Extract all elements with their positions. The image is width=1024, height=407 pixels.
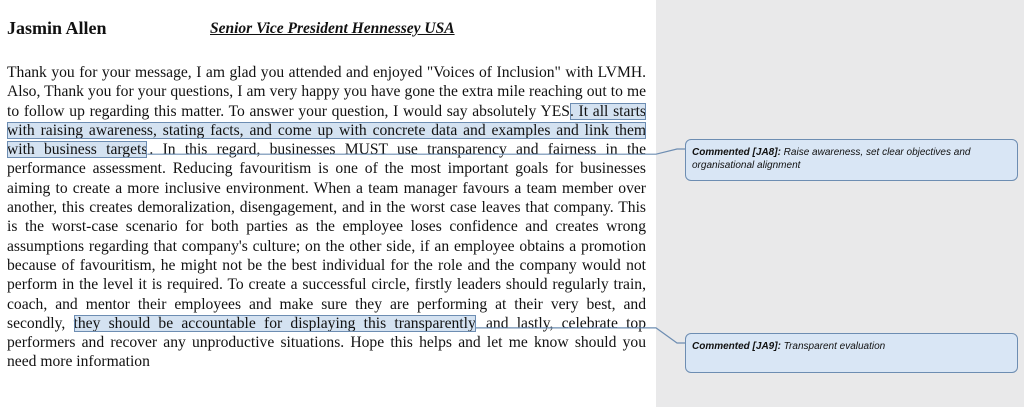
comment-reference: Commented [JA8]: — [692, 147, 781, 158]
comment-text: Raise awareness, set clear objectives and organisational alignment — [692, 147, 971, 171]
body-paragraph — [7, 63, 646, 372]
comment-reference: Commented [JA9]: — [692, 341, 781, 352]
comment-balloon-ja8[interactable] — [685, 139, 1018, 181]
author-role: Senior Vice President Hennessey USA — [210, 20, 455, 37]
body-text-segment: Thank you for your message, I am glad you attended and enjoyed "Voices of Inclusion" with LVMH. Also, Thank you for your questions, I am very happy you have gone the extra mile reaching out to me to follow up regarding this matter. To answer your question, I would say absolutely YES — [7, 64, 646, 120]
comment-balloon-ja9[interactable] — [685, 333, 1018, 373]
author-name: Jasmin Allen — [7, 18, 107, 38]
comment-highlight-ja8[interactable]: . It all starts with raising awareness, stating facts, and come up with concrete data and examples and link them with business targets — [7, 102, 646, 159]
comment-text: Transparent evaluation — [780, 341, 886, 352]
body-text-segment: and lastly, celebrate top performers and recover any unproductive situations. Hope this helps and let me know should you need more information — [7, 314, 647, 371]
comment-highlight-ja9[interactable]: they should be accountable for displaying this transparently — [73, 314, 476, 332]
body-text-segment: . In this regard, businesses MUST use transparency and fairness in the performance assessment. Reducing favouritism is one of the most important goals for businesses aiming to create a more inclusive environment. When a team manager favours a team member over another, this creates demoralization, disengagement, and in the worst case leaves that company. This is the worst-case scenario for both parties as the employee loses confidence and creates wrong assumptions regarding that company's culture; on the other side, if an employee obtains a promotion because of favouritism, he might not be the best individual for the role and the company would not perform in the level it is required. To create a successful circle, firstly leaders should regularly train, coach, and mentor their employees and make sure they are performing at their very best, and secondly, — [7, 141, 647, 332]
document-header — [7, 18, 647, 42]
